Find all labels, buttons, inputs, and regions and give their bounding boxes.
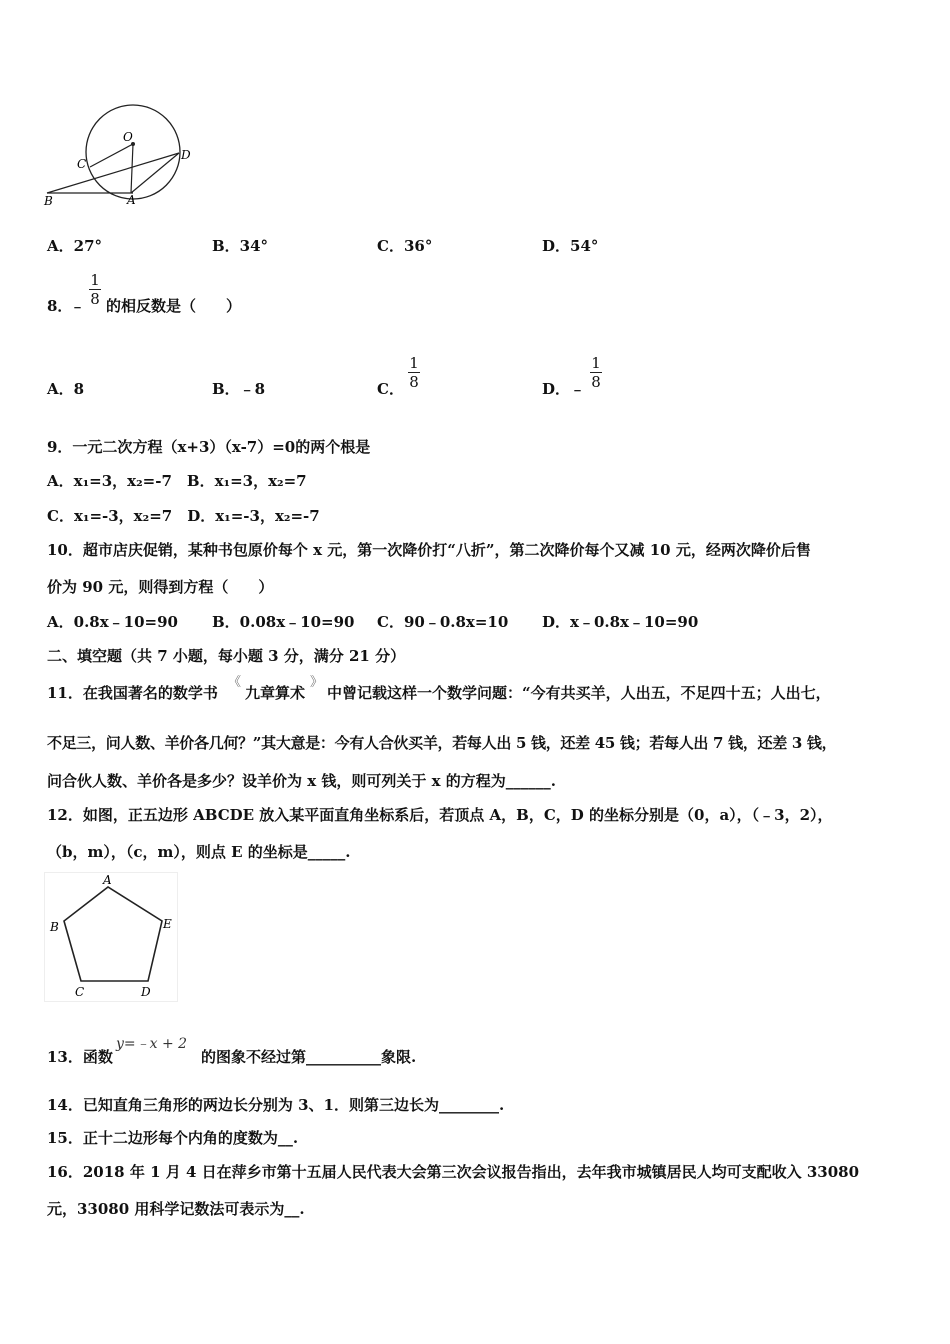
q12-line2: （b，m），（c，m），则点 E 的坐标是_____. [47, 843, 351, 861]
q11-book-open: 《 [228, 675, 242, 690]
label-c: C [77, 157, 87, 171]
label-b: B [44, 194, 53, 208]
q12-pentagon-figure [44, 872, 178, 1002]
q11-line1-b: 中曾记载这样一个数学问题：“今有共买羊，人出五，不足四十五；人出七， [327, 684, 831, 702]
label-c: C [75, 985, 85, 999]
q9-options-cd: C．x₁=-3，x₂=7 D．x₁=-3，x₂=-7 [47, 507, 320, 525]
label-d: D [181, 148, 191, 162]
section-title: 二、填空题（共 7 小题，每小题 3 分，满分 21 分） [47, 647, 406, 665]
label-a: A [127, 193, 136, 207]
label-b: B [50, 920, 59, 934]
q10-option-a: A．0.8x﹣10=90 [47, 613, 178, 631]
q7-option-b: B．34° [212, 237, 269, 255]
label-d: D [141, 985, 151, 999]
q10-line2: 价为 90 元，则得到方程（ ） [47, 578, 274, 596]
q8-number: 8． [47, 297, 73, 315]
q8-option-a: A．8 [47, 380, 85, 398]
q11-book-close: 》 [310, 675, 324, 690]
q7-option-a: A．27° [47, 237, 103, 255]
label-a: A [103, 873, 112, 887]
q8-option-c-prefix: C． [377, 380, 404, 398]
q8-option-b: B．﹣8 [212, 380, 266, 398]
line-oc [90, 144, 133, 167]
label-e: E [163, 917, 172, 931]
line-bd [47, 153, 179, 193]
q8-fraction [89, 272, 101, 307]
q14-text: 14．已知直角三角形的两边长分别为 3、1．则第三边长为________. [47, 1096, 505, 1114]
q8-option-d-den: 8 [591, 373, 601, 391]
q13-suffix: 的图象不经过第__________象限. [201, 1048, 417, 1066]
line-oa [131, 144, 133, 193]
q8-frac-den: 8 [90, 290, 100, 308]
q8-stem: 的相反数是（ ） [106, 297, 242, 315]
q9-options-ab: A．x₁=3，x₂=-7 B．x₁=3，x₂=7 [47, 472, 307, 490]
q10-option-b: B．0.08x﹣10=90 [212, 613, 355, 631]
q11-line2: 不足三，问人数、羊价各几何？”其大意是：今有人合伙买羊，若每人出 5 钱，还差 45 钱；若每人出 7 钱，还差 3 钱， [47, 734, 837, 752]
q10-option-c: C．90﹣0.8x=10 [377, 613, 509, 631]
line-ad [131, 153, 179, 193]
q13-formula: y=﹣x + 2 [116, 1036, 188, 1052]
q8-option-c-fraction [408, 355, 420, 390]
q11-book-title: 九章算术 [245, 684, 306, 702]
q7-option-c: C．36° [377, 237, 433, 255]
q15-text: 15．正十二边形每个内角的度数为__. [47, 1129, 299, 1147]
q8-option-d-num: 1 [591, 354, 601, 372]
q11-line1-a: 11．在我国著名的数学书 [47, 684, 218, 702]
q10-option-d: D．x﹣0.8x﹣10=90 [542, 613, 699, 631]
q13-prefix: 13．函数 [47, 1048, 113, 1066]
q7-option-d: D．54° [542, 237, 599, 255]
q9-stem: 9．一元二次方程（x+3）（x-7）=0的两个根是 [47, 438, 371, 456]
q8-option-d-fraction [590, 355, 602, 390]
q7-circle-figure [40, 92, 210, 212]
q8-option-c-num: 1 [409, 354, 419, 372]
q10-line1: 10．超市店庆促销，某种书包原价每个 x 元，第一次降价打“八折”，第二次降价每个又减 10 元，经两次降价后售 [47, 541, 811, 559]
q8-frac-num: 1 [90, 271, 100, 289]
q12-line1: 12．如图，正五边形 ABCDE 放入某平面直角坐标系后，若顶点 A，B，C，D 的坐标分别是（0，a），（﹣3，2）， [47, 806, 833, 824]
label-o: O [123, 130, 133, 144]
q11-line3: 问合伙人数、羊价各是多少？设羊价为 x 钱，则可列关于 x 的方程为______. [47, 772, 556, 790]
q16-line2: 元，33080 用科学记数法可表示为__. [47, 1200, 305, 1218]
q8-option-c-den: 8 [409, 373, 419, 391]
q8-minus: ﹣ [70, 297, 86, 315]
q16-line1: 16．2018 年 1 月 4 日在萍乡市第十五届人民代表大会第三次会议报告指出，去年我市城镇居民人均可支配收入 33080 [47, 1163, 860, 1181]
q8-option-d-prefix: D．﹣ [542, 380, 586, 398]
